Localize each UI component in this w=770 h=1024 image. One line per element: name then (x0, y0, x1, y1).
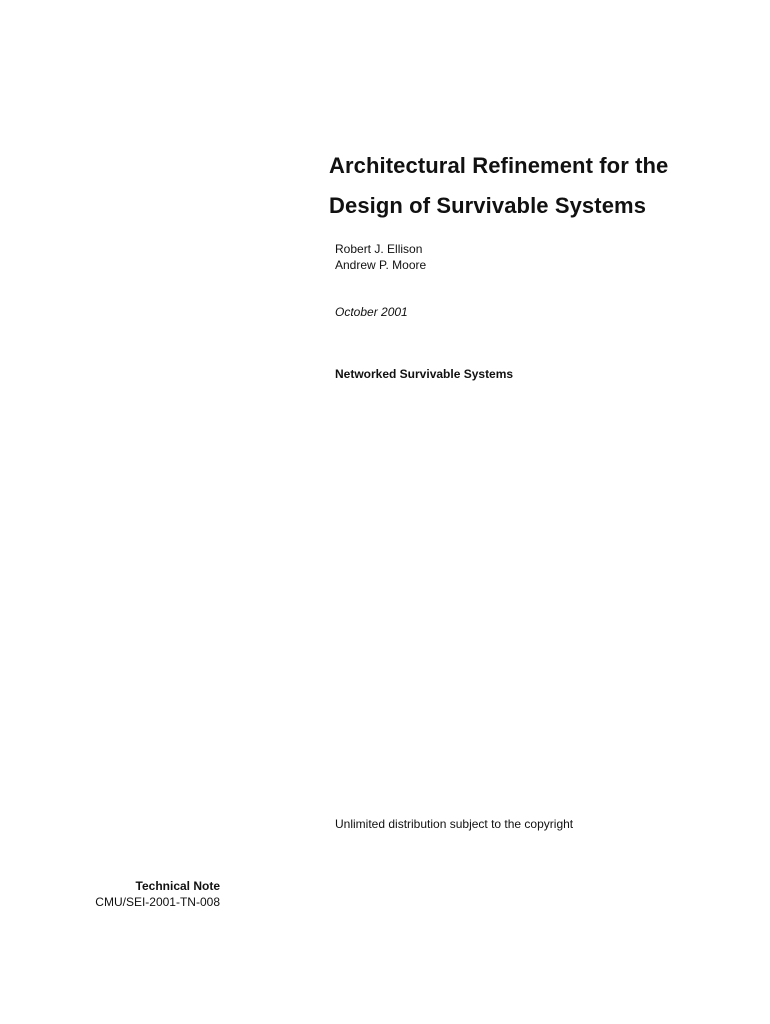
publication-date: October 2001 (335, 305, 408, 319)
report-type: Technical Note (135, 879, 220, 893)
title-line-1: Architectural Refinement for the (329, 153, 669, 178)
document-title (329, 146, 749, 226)
report-number: CMU/SEI-2001-TN-008 (95, 895, 220, 909)
distribution-notice: Unlimited distribution subject to the copyright (335, 817, 574, 831)
author-list (335, 241, 635, 273)
author-name: Andrew P. Moore (335, 258, 427, 272)
program-name: Networked Survivable Systems (335, 367, 514, 381)
report-identifier (40, 878, 220, 910)
author-name: Robert J. Ellison (335, 242, 423, 256)
title-line-2: Design of Survivable Systems (329, 193, 647, 218)
